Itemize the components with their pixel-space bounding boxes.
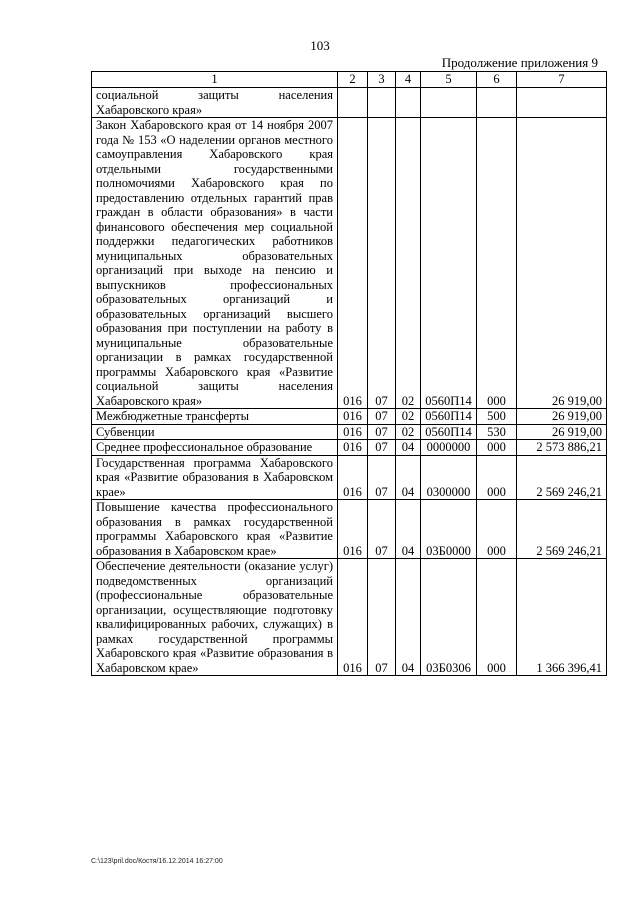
header-col-3: 3	[368, 72, 396, 88]
row-target-code: 0300000	[421, 455, 477, 500]
row-section-code: 07	[368, 118, 396, 409]
row-amount: 26 919,00	[517, 118, 607, 409]
table-header-row	[92, 72, 607, 88]
row-subsection-code: 04	[396, 440, 421, 456]
table-row	[92, 424, 607, 440]
table-row	[92, 118, 607, 409]
row-expense-type: 530	[477, 424, 517, 440]
row-section-code	[368, 88, 396, 118]
table-row	[92, 88, 607, 118]
header-col-1: 1	[92, 72, 338, 88]
row-subsection-code: 04	[396, 500, 421, 559]
header-col-4: 4	[396, 72, 421, 88]
row-section-code: 07	[368, 440, 396, 456]
row-target-code: 0560П14	[421, 409, 477, 425]
header-col-6: 6	[477, 72, 517, 88]
row-amount: 2 569 246,21	[517, 500, 607, 559]
page-number: 103	[310, 38, 330, 53]
row-expense-type	[477, 88, 517, 118]
file-path-footer: C:\123\pril.doc/Костя/16.12.2014 16:27:00	[91, 858, 223, 865]
row-amount: 26 919,00	[517, 424, 607, 440]
row-name: Субвенции	[92, 424, 338, 440]
row-name: Повышение качества профессионального образования в рамках государственной программы Хабаровского края «Развитие образования в Хабаровском крае»	[92, 500, 338, 559]
row-amount: 1 366 396,41	[517, 559, 607, 676]
row-section-code: 07	[368, 559, 396, 676]
table-row	[92, 455, 607, 500]
budget-table	[91, 71, 607, 676]
row-target-code: 0560П14	[421, 118, 477, 409]
header-col-2: 2	[338, 72, 368, 88]
row-ministry-code: 016	[338, 424, 368, 440]
row-name: Межбюджетные трансферты	[92, 409, 338, 425]
row-expense-type: 000	[477, 118, 517, 409]
row-subsection-code: 02	[396, 118, 421, 409]
row-amount: 26 919,00	[517, 409, 607, 425]
row-expense-type: 000	[477, 455, 517, 500]
row-amount	[517, 88, 607, 118]
row-expense-type: 000	[477, 559, 517, 676]
table-row	[92, 500, 607, 559]
continuation-label: Продолжение приложения 9	[441, 55, 598, 70]
row-target-code: 0000000	[421, 440, 477, 456]
row-expense-type: 000	[477, 500, 517, 559]
table-row	[92, 409, 607, 425]
row-section-code: 07	[368, 409, 396, 425]
row-name: Закон Хабаровского края от 14 ноября 2007 года № 153 «О наделении органов местного самоуправления Хабаровского края отдельными государственными полномочиями Хабаровского края по предоставлению отдельных гарантий прав граждан в области образования» в части финансового обеспечения мер социальной поддержки педагогических работников муниципальных образовательных организаций при выходе на пенсию и выпускников профессиональных образовательных организаций и образовательных организаций высшего образования при поступлении на работу в муниципальные образовательные организации в рамках государственной программы Хабаровского края «Развитие социальной защиты населения Хабаровского края»	[92, 118, 338, 409]
row-ministry-code: 016	[338, 409, 368, 425]
header-col-7: 7	[517, 72, 607, 88]
header-col-5: 5	[421, 72, 477, 88]
row-subsection-code: 04	[396, 455, 421, 500]
row-name: Среднее профессиональное образование	[92, 440, 338, 456]
row-expense-type: 500	[477, 409, 517, 425]
row-subsection-code: 02	[396, 424, 421, 440]
row-subsection-code: 04	[396, 559, 421, 676]
row-subsection-code	[396, 88, 421, 118]
row-amount: 2 573 886,21	[517, 440, 607, 456]
row-target-code: 03Б0000	[421, 500, 477, 559]
row-amount: 2 569 246,21	[517, 455, 607, 500]
row-section-code: 07	[368, 424, 396, 440]
row-expense-type: 000	[477, 440, 517, 456]
row-section-code: 07	[368, 455, 396, 500]
row-target-code: 0560П14	[421, 424, 477, 440]
row-ministry-code	[338, 88, 368, 118]
row-ministry-code: 016	[338, 455, 368, 500]
row-ministry-code: 016	[338, 440, 368, 456]
row-section-code: 07	[368, 500, 396, 559]
row-target-code	[421, 88, 477, 118]
table-row	[92, 440, 607, 456]
row-ministry-code: 016	[338, 118, 368, 409]
row-target-code: 03Б0306	[421, 559, 477, 676]
row-name: Обеспечение деятельности (оказание услуг) подведомственных организаций (профессиональные образовательные организации, осуществляющие подготовку квалифицированных рабочих, служащих) в рамках государственной программы Хабаровского края «Развитие образования в Хабаровском крае»	[92, 559, 338, 676]
row-name: Государственная программа Хабаровского края «Развитие образования в Хабаровском крае»	[92, 455, 338, 500]
table-row	[92, 559, 607, 676]
row-ministry-code: 016	[338, 559, 368, 676]
row-subsection-code: 02	[396, 409, 421, 425]
row-ministry-code: 016	[338, 500, 368, 559]
row-name: социальной защиты населения Хабаровского края»	[92, 88, 338, 118]
